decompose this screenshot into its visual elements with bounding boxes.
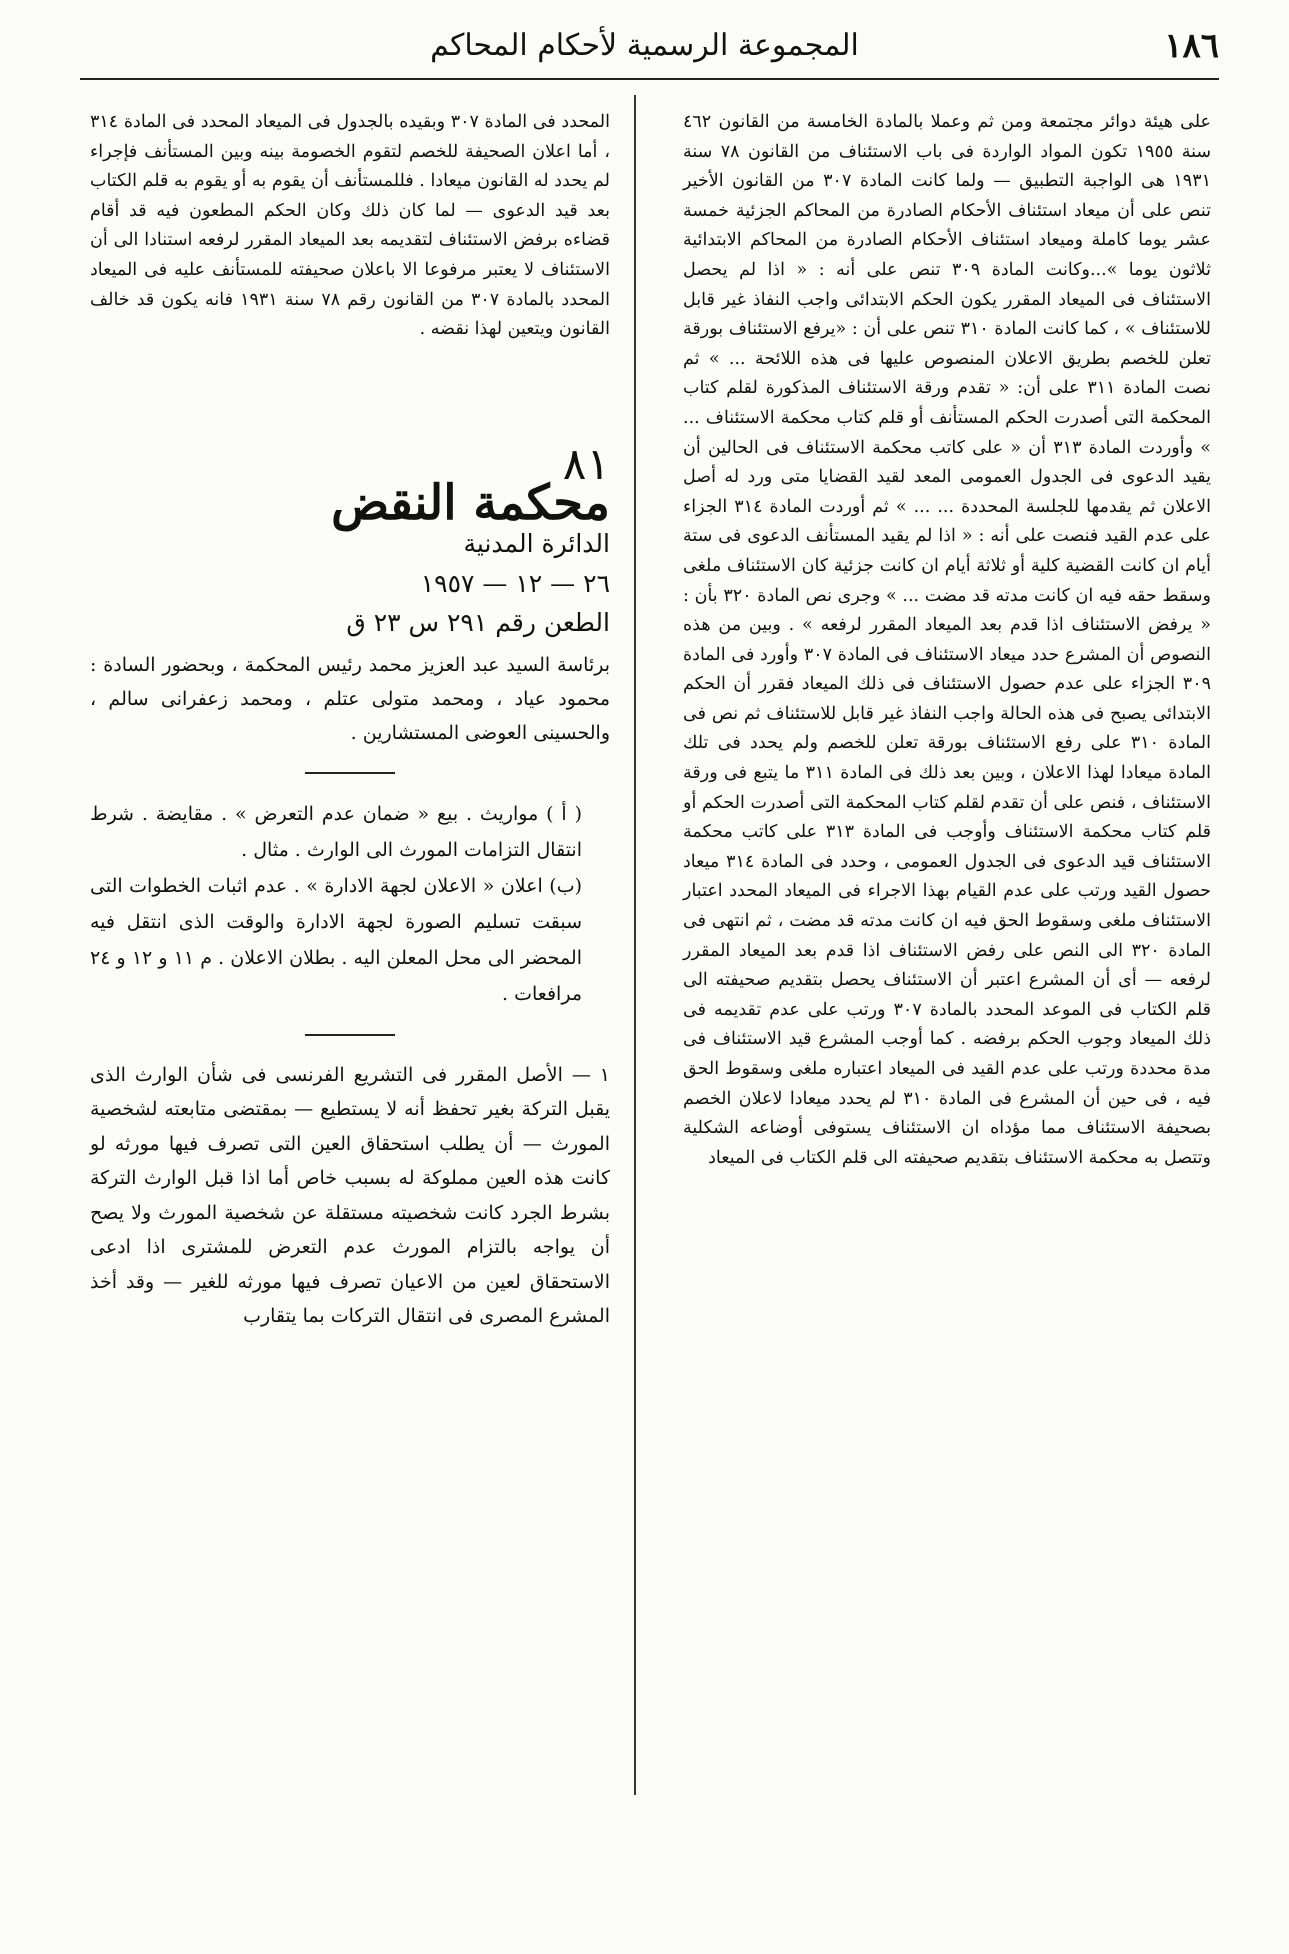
circuit-name: الدائرة المدنية [463,528,610,558]
judgment-date: ٢٦ — ١٢ — ١٩٥٧ [420,568,610,598]
headnote-b: (ب) اعلان « الاعلان لجهة الادارة » . عدم اثبات الخطوات التى سبقت تسليم الصورة لجهة الادارة والوقت الذى انتقل فيه المحضر الى محل المعلن اليه . بطلان الاعلان . م ١١ و ١٢ و ٢٤ مرافعات . [90,874,582,1005]
bench-composition: برئاسة السيد عبد العزيز محمد رئيس المحكمة ، وبحضور السادة : محمود عياد ، ومحمد متولى عتلم ، ومحمد زعفرانى سالم ، والحسينى العوضى المستشارين . [90,653,610,744]
continuation-text: المحدد فى المادة ٣٠٧ وبقيده بالجدول فى الميعاد المحدد فى المادة ٣١٤ ، أما اعلان الصحيفة للخصم لتقوم الخصومة بينه وبين المستأنف فإجراء لم يحدد له القانون ميعادا . فللمستأنف أن يقوم به أو يقوم به قلم الكتاب بعد قيد الدعوى — لما كان ذلك وكان الحكم المطعون فيه قد أقام قضاءه برفض الاستئناف لتقديمه بعد الميعاد المقرر لرفعه استنادا الى أن الاستئناف لا يعتبر مرفوعا الا باعلان صحيفته للمستأنف عليه فى الميعاد المحدد بالمادة ٣٠٧ من القانون رقم ٧٨ سنة ١٩٣١ فانه يكون قد خالف القانون ويتعين لهذا نقضه . [90,112,610,340]
page-number: ١٨٦ [1164,26,1219,66]
header-rule [80,78,1219,80]
section-divider [305,1034,395,1036]
running-title: المجموعة الرسمية لأحكام المحاكم [430,28,859,63]
left-column [90,108,610,1334]
case-number: ٨١ [562,438,610,490]
right-column-text: على هيئة دوائر مجتمعة ومن ثم وعملا بالمادة الخامسة من القانون ٤٦٢ سنة ١٩٥٥ تكون المواد الواردة فى باب الاستئناف من القانون ٧٨ سنة ١٩٣١ هى الواجبة التطبيق — ولما كانت المادة ٣٠٧ من القانون الأخير تنص على أن ميعاد استئناف الأحكام الصادرة من المحاكم الجزئية خمسة عشر يوما كاملة وميعاد استئناف الأحكام الصادرة من المحاكم الابتدائية ثلاثون يوما »...وكانت المادة ٣٠٩ تنص على أنه : « اذا لم يحصل الاستئناف فى الميعاد المقرر يكون الحكم الابتدائى واجب النفاذ غير قابل للاستئناف » ، كما كانت المادة ٣١٠ تنص على أن : «يرفع الاستئناف بورقة تعلن للخصم بطريق الاعلان المنصوص عليها فى هذه اللائحة ... » ثم نصت المادة ٣١١ على أن: « تقدم ورقة الاستئناف المذكورة لقلم كتاب المحكمة التى أصدرت الحكم المستأنف أو قلم كتاب محكمة الاستئناف ... » وأوردت المادة ٣١٣ أن « على كاتب محكمة الاستئناف فى الحالين أن يقيد الدعوى فى الجدول العمومى المعد لقيد القضايا متى ورد له أصل الاعلان ثم يقدمها للجلسة المحددة ... ... » ثم أوردت المادة ٣١٤ الجزاء على عدم القيد فنصت على أنه : « اذا لم يقيد المستأنف الدعوى فى ستة أيام ان كانت القضية كلية أو ثلاثة أيام ان كانت جزئية كان الاستئناف ملغى وسقط حقه فيه ان كانت مدته قد مضت ... » وجرى نص المادة ٣٢٠ بأن : « يرفض الاستئناف اذا قدم بعد الميعاد المقرر لرفعه » . وبين من هذه النصوص أن المشرع حدد ميعاد الاستئناف فى المادة ٣٠٧ وأورد فى المادة ٣٠٩ الجزاء على عدم حصول الاستئناف فى ذلك الميعاد فقرر أن الحكم الابتدائى يصبح فى هذه الحالة واجب النفاذ غير قابل للاستئناف ثم نص فى المادة ٣١٠ على رفع الاستئناف بورقة تعلن للخصم ولم يحدد فى تلك المادة ميعادا لهذا الاعلان ، وبين بعد ذلك فى المادة ٣١١ ما يتبع فى ورقة الاستئناف ، فنص على أن تقدم لقلم كتاب المحكمة التى أصدرت الحكم أو قلم كتاب محكمة الاستئناف وأوجب فى المادة ٣١٣ على كاتب محكمة الاستئناف قيد الدعوى فى الجدول العمومى ، وحدد فى المادة ٣١٤ ميعاد حصول القيد ورتب على عدم القيام بهذا الاجراء فى الميعاد المحدد اعتبار الاستئناف ملغى وسقوط الحق فيه ان كانت مدته قد مضت ، ثم انتهى فى المادة ٣٢٠ الى النص على رفض الاستئناف اذا قدم بعد الميعاد المقرر لرفعه — أى أن المشرع اعتبر أن الاستئناف يحصل بتقديم صحيفته الى قلم الكتاب فى الموعد المحدد بالمادة ٣٠٧ ورتب على عدم تقديمه فى ذلك الميعاد وجوب الحكم برفضه . كما أوجب المشرع قيد الاستئناف فى مدة محددة ورتب على عدم القيد فى الميعاد اعتباره ملغى وسقوط الحق فيه ، فى حين أن المشرع فى المادة ٣١٠ لم يحدد ميعادا لاعلان الخصم بصحيفة الاستئناف مما مؤداه ان الاستئناف يستوفى أوضاعه الشكلية وتتصل به محكمة الاستئناف بتقديم صحيفته الى قلم الكتاب فى الميعاد [683,112,1212,1168]
headnote-a: ( أ ) مواريث . بيع « ضمان عدم التعرض » . مقايضة . شرط انتقال التزامات المورث الى الوارث . مثال . [90,802,582,861]
principle-summary: ١ — الأصل المقرر فى التشريع الفرنسى فى شأن الوارث الذى يقبل التركة بغير تحفظ أنه لا يستطيع — بمقتضى متابعته لشخصية المورث — أن يطلب استحقاق العين التى تصرف فيها مورثه لو كانت هذه العين مملوكة له بسبب خاص أما اذا قبل الوارث التركة بشرط الجرد كانت شخصيته مستقلة عن شخصية المورث ولا يصح أن يواجه بالتزام المورث عدم التعرض للمشترى اذا ادعى الاستحقاق لعين من الاعيان تصرف فيها مورثه للغير — وقد أخذ المشرع المصرى فى انتقال التركات بما يتقارب [90,1063,610,1328]
page-header [70,22,1219,72]
section-divider [305,772,395,774]
appeal-reference: الطعن رقم ٢٩١ س ٢٣ ق [346,608,610,638]
right-column [683,108,1211,1173]
court-name: محكمة النقض [331,475,610,532]
column-divider [634,95,636,1795]
